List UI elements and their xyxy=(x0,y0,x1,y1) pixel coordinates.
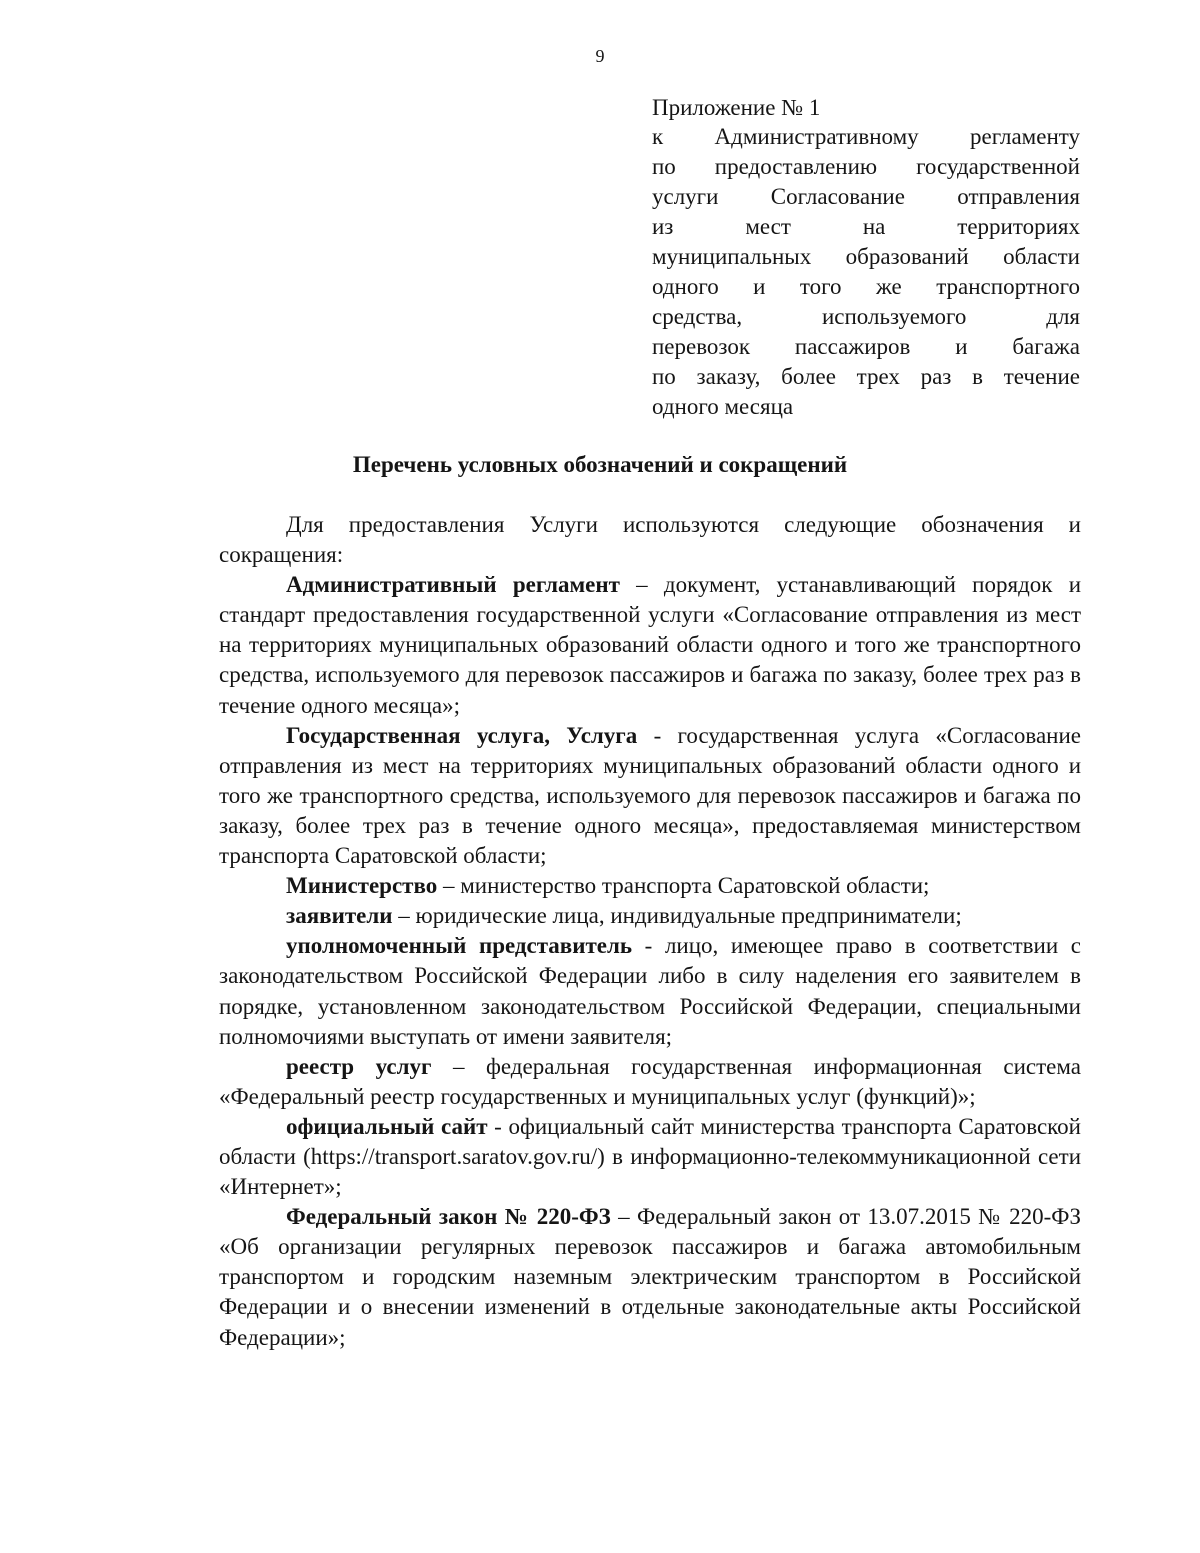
appendix-line: муниципальных образований области xyxy=(652,244,1080,269)
definition-paragraph xyxy=(219,1112,1081,1202)
definition-dash: – xyxy=(431,1053,486,1079)
definition-text: официальный сайт министерства транспорта Саратовской области (https://transport.saratov.gov.ru/) в информационно-телекоммуникационной сети «Интернет»; xyxy=(219,1113,1081,1200)
definition-term: официальный сайт xyxy=(286,1113,488,1139)
definition-paragraph xyxy=(219,901,1081,931)
definition-paragraph xyxy=(219,871,1081,901)
appendix-line: средства, используемого для xyxy=(652,304,1080,329)
appendix-line: одного месяца xyxy=(652,394,794,419)
appendix-line: по предоставлению государственной xyxy=(652,154,1080,179)
definition-term: уполномоченный представитель xyxy=(286,933,633,959)
appendix-title: Приложение № 1 xyxy=(652,95,821,120)
intro-paragraph: Для предоставления Услуги используются следующие обозначения и сокращения: xyxy=(219,512,1081,568)
definition-text: юридические лица, индивидуальные предприниматели; xyxy=(415,903,962,929)
definition-text: министерство транспорта Саратовской области; xyxy=(460,873,930,899)
definition-dash: – xyxy=(392,903,416,929)
appendix-line: одного и того же транспортного xyxy=(652,274,1080,299)
appendix-line: по заказу, более трех раз в течение xyxy=(652,364,1080,389)
definition-paragraph xyxy=(219,1052,1081,1112)
definition-term: реестр услуг xyxy=(286,1053,432,1079)
definition-dash: - xyxy=(487,1113,509,1139)
definition-dash: – xyxy=(437,873,461,899)
appendix-line: услуги Согласование отправления xyxy=(652,184,1080,209)
definition-dash: – xyxy=(610,1204,638,1230)
definition-dash: - xyxy=(632,933,665,959)
definition-dash: - xyxy=(637,722,678,748)
appendix-line: из мест на территориях xyxy=(652,214,1080,239)
definition-term: Государственная услуга, Услуга xyxy=(286,722,638,748)
definition-text: федеральная государственная информационная система «Федеральный реестр государственных и муниципальных услуг (функций)»; xyxy=(219,1053,1081,1109)
appendix-line: перевозок пассажиров и багажа xyxy=(652,334,1080,359)
definition-term: заявители xyxy=(286,903,393,929)
appendix-description xyxy=(652,122,1080,422)
section-heading: Перечень условных обозначений и сокращений xyxy=(352,452,848,477)
definition-text: Федеральный закон от 13.07.2015 № 220-ФЗ «Об организации регулярных перевозок пассажиров и багажа автомобильным транспортом и городским наземным электрическим транспортом в Российской Федерации и о внесении изменений в отдельные законодательные акты Российской Федерации»; xyxy=(219,1204,1082,1350)
definition-text: государственная услуга «Согласование отправления из мест на территориях муниципальных образований области одного и того же транспортного средства, используемого для перевозок пассажиров и багажа по заказу, более трех раз в течение одного месяца», предоставляемая министерством транспорта Саратовской области; xyxy=(219,722,1081,869)
appendix-line: к Административному регламенту xyxy=(652,124,1080,149)
definition-dash: – xyxy=(619,572,664,598)
definition-paragraph xyxy=(219,931,1081,1051)
definition-paragraph xyxy=(219,721,1081,871)
document-body xyxy=(219,510,1081,1353)
definition-paragraph xyxy=(219,1202,1081,1352)
definition-text: документ, устанавливающий порядок и стандарт предоставления государственной услуги «Согласование отправления из мест на территориях муниципальных образований области одного и того же транспортного средства, используемого для перевозок пассажиров и багажа по заказу, более трех раз в течение одного месяца»; xyxy=(219,572,1081,718)
page-number: 9 xyxy=(595,46,605,66)
definition-term: Министерство xyxy=(286,873,438,899)
definition-paragraph xyxy=(219,570,1081,720)
definition-term: Административный регламент xyxy=(286,572,620,598)
definition-text: лицо, имеющее право в соответствии с законодательством Российской Федерации либо в силу наделения его заявителем в порядке, установленном законодательством Российской Федерации, специальными полномочиями выступать от имени заявителя; xyxy=(219,933,1081,1049)
definition-term: Федеральный закон № 220-ФЗ xyxy=(286,1204,611,1230)
